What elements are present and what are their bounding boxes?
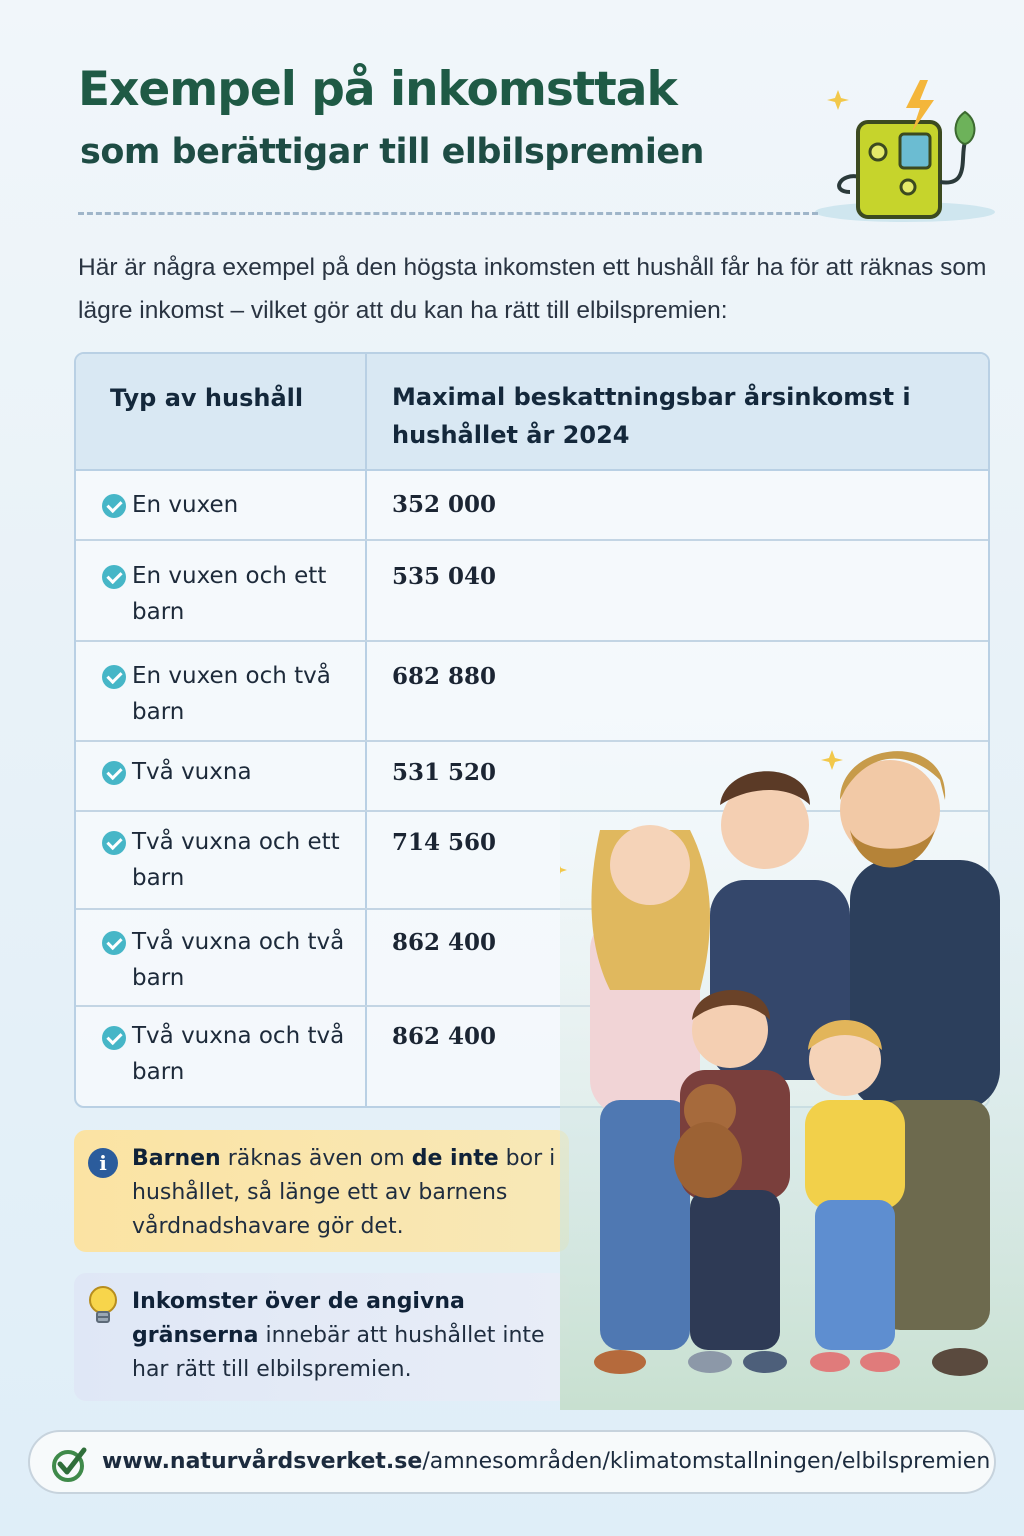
footer-url-bar[interactable]	[28, 1430, 996, 1494]
family-illustration	[560, 690, 1024, 1410]
info-icon: i	[88, 1148, 118, 1178]
income-value: 862 400	[392, 929, 497, 956]
income-value: 682 880	[392, 663, 497, 690]
income-value: 535 040	[392, 563, 497, 590]
footer-url[interactable]: www.naturvårdsverket.se/amnesområden/klimatomstallningen/elbilspremien	[102, 1449, 991, 1474]
checkmark-icon	[50, 1444, 90, 1484]
page-subtitle: som berättigar till elbilspremien	[80, 132, 704, 172]
household-type: En vuxen och ett barn	[132, 563, 327, 625]
check-circle-icon	[102, 565, 126, 589]
income-value: 352 000	[392, 491, 497, 518]
header-divider	[78, 212, 818, 215]
intro-text: Här är några exempel på den högsta inkomsten ett hushåll får ha för att räknas som lägre inkomst – vilket gör att du kan ha rätt till elbilspremien:	[78, 254, 987, 324]
household-type: Två vuxna och två barn	[132, 1023, 345, 1085]
ev-charger-icon	[810, 62, 1000, 227]
table-row	[76, 541, 988, 642]
check-circle-icon	[102, 494, 126, 518]
check-circle-icon	[102, 831, 126, 855]
check-circle-icon	[102, 761, 126, 785]
household-type: Två vuxna	[132, 759, 252, 785]
info-note	[74, 1130, 569, 1252]
info-note-text: Barnen räknas även om de inte bor i hushållet, så länge ett av barnens vårdnadshavare gör det.	[132, 1146, 556, 1239]
household-type: Två vuxna och två barn	[132, 929, 345, 991]
household-type: En vuxen	[132, 492, 239, 518]
income-value: 862 400	[392, 1023, 497, 1050]
household-type: Två vuxna och ett barn	[132, 829, 340, 891]
table-header	[76, 354, 988, 471]
table-row	[76, 471, 988, 541]
check-circle-icon	[102, 931, 126, 955]
page-title: Exempel på inkomsttak	[78, 62, 677, 117]
column-header-household: Typ av hushåll	[110, 384, 304, 412]
income-value: 714 560	[392, 829, 497, 856]
lightbulb-icon	[86, 1283, 120, 1333]
income-value: 531 520	[392, 759, 497, 786]
tip-note	[74, 1273, 569, 1401]
check-circle-icon	[102, 1026, 126, 1050]
household-type: En vuxen och två barn	[132, 663, 331, 725]
column-header-income: Maximal beskattningsbar årsinkomst i hushållet år 2024	[392, 383, 911, 449]
check-circle-icon	[102, 665, 126, 689]
tip-note-text: Inkomster över de angivna gränserna innebär att hushållet inte har rätt till elbilspremien.	[132, 1289, 545, 1382]
